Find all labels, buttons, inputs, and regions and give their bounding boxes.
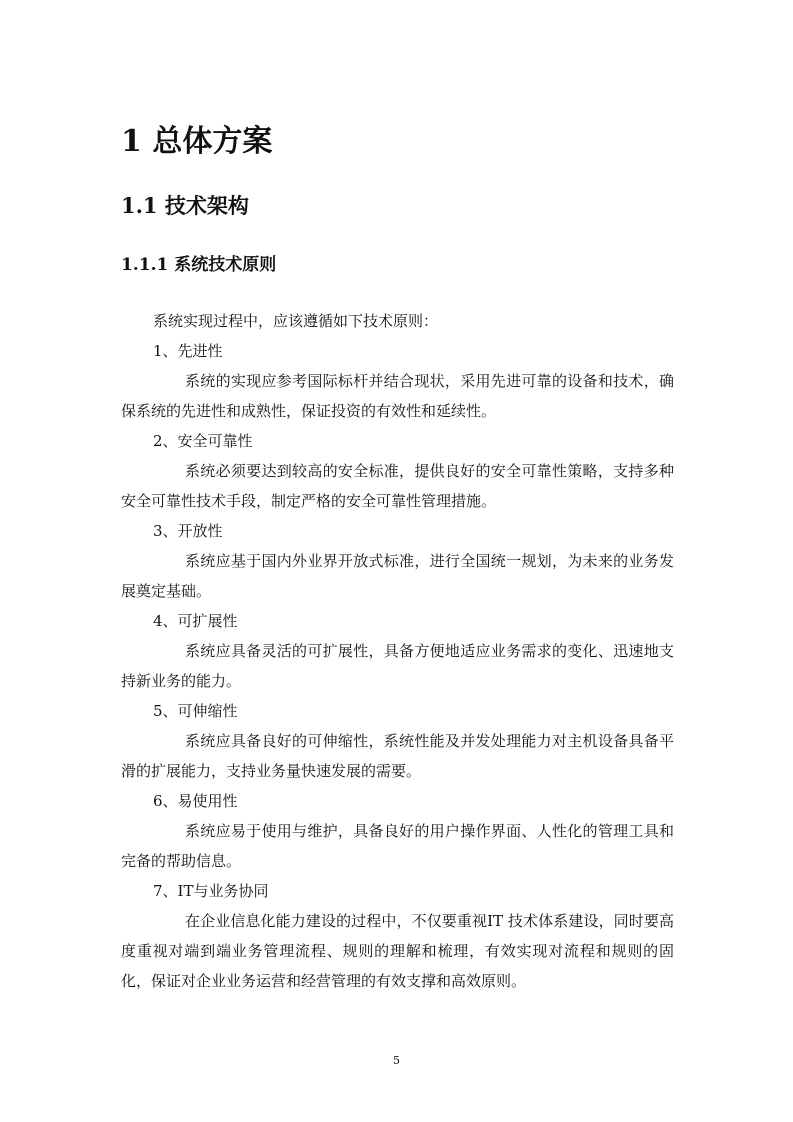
page-number: 5 [393,1054,400,1067]
principle-text: 系统应具备良好的可伸缩性，系统性能及并发处理能力对主机设备具备平滑的扩展能力，支持业务量快速发展的需要。 [121,732,674,780]
principle-text: 系统应基于国内外业界开放式标准，进行全国统一规划，为未来的业务发展奠定基础。 [121,552,674,600]
principle-text: 系统必须要达到较高的安全标准，提供良好的安全可靠性策略，支持多种安全可靠性技术手段，制定严格的安全可靠性管理措施。 [121,462,674,510]
principle-label: 3、开放性 [153,522,223,540]
principle-label: 1、先进性 [153,342,223,360]
principle-label: 6、易使用性 [153,792,238,810]
principle-text: 系统应易于使用与维护，具备良好的用户操作界面、人性化的管理工具和完备的帮助信息。 [121,822,674,870]
intro-paragraph: 系统实现过程中，应该遵循如下技术原则： [153,312,439,330]
principle-label: 2、安全可靠性 [153,432,253,450]
principle-text: 系统的实现应参考国际标杆并结合现状，采用先进可靠的设备和技术，确保系统的先进性和成熟性，保证投资的有效性和延续性。 [121,372,674,420]
heading-level-2: 1.1 技术架构 [121,193,249,218]
principle-text: 系统应具备灵活的可扩展性，具备方便地适应业务需求的变化、迅速地支持新业务的能力。 [121,642,674,690]
principle-text: 在企业信息化能力建设的过程中，不仅要重视IT 技术体系建设，同时要高度重视对端到端业务管理流程、规则的理解和梳理，有效实现对流程和规则的固化，保证对企业业务运营和经营管理的有效支撑和高效原则。 [121,912,674,990]
principle-label: 7、IT与业务协同 [153,882,269,900]
document-body [121,306,674,996]
heading-level-3: 1.1.1 系统技术原则 [121,255,277,275]
principle-label: 5、可伸缩性 [153,702,238,720]
heading-level-1: 1 总体方案 [121,124,273,159]
principle-label: 4、可扩展性 [153,612,238,630]
